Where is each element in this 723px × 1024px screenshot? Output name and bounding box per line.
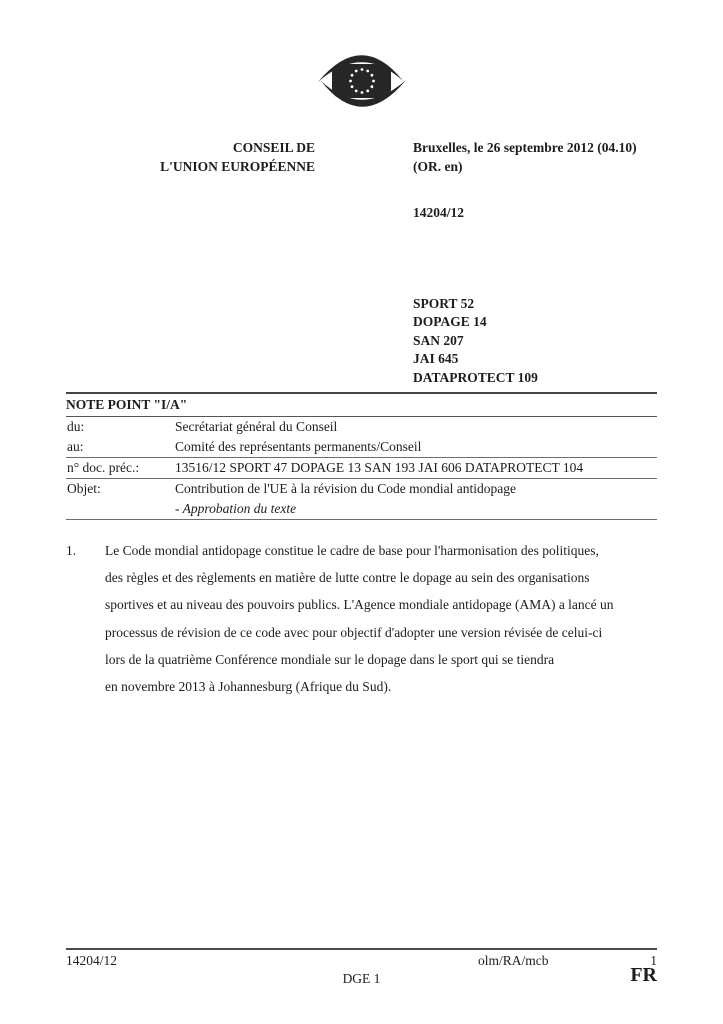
document-number: 14204/12 bbox=[413, 205, 465, 220]
row-value: Comité des représentants permanents/Conseil bbox=[175, 439, 422, 454]
paragraph-number: 1. bbox=[66, 543, 77, 558]
language-code: FR bbox=[630, 964, 657, 986]
subject-code: SPORT 52 bbox=[413, 296, 475, 311]
eu-council-logo-icon bbox=[316, 54, 408, 108]
row-value: Contribution de l'UE à la révision du Code mondial antidopage bbox=[175, 481, 516, 496]
subject-code: DATAPROTECT 109 bbox=[413, 369, 538, 385]
original-language: (OR. en) bbox=[413, 158, 463, 174]
institution-name bbox=[66, 139, 315, 176]
subject-codes bbox=[413, 295, 538, 387]
footer-page-number: 1 bbox=[650, 953, 657, 968]
row-label: Objet: bbox=[67, 481, 101, 496]
subject-code: DOPAGE 14 bbox=[413, 314, 487, 330]
row-value: 13516/12 SPORT 47 DOPAGE 13 SAN 193 JAI 606 DATAPROTECT 104 bbox=[175, 460, 584, 475]
row-value: Secrétariat général du Conseil bbox=[175, 419, 338, 434]
footer-rule bbox=[66, 948, 657, 950]
note-table bbox=[66, 392, 657, 520]
subject-code: SAN 207 bbox=[413, 332, 464, 348]
row-value-italic: - Approbation du texte bbox=[175, 501, 297, 516]
footer-doc-number: 14204/12 bbox=[66, 953, 118, 968]
institution-line1: CONSEIL DE bbox=[232, 140, 315, 155]
footer-department: DGE 1 bbox=[342, 971, 381, 986]
note-row-to bbox=[66, 437, 657, 458]
body-paragraph bbox=[66, 537, 657, 700]
subject-code: JAI 645 bbox=[413, 351, 459, 367]
note-row-prev-doc bbox=[66, 458, 657, 479]
row-label: n° doc. préc.: bbox=[67, 460, 140, 475]
paragraph-text: Le Code mondial antidopage constitue le cadre de base pour l'harmonisation des politiques, des règles et des règlements en matière de lutte contre le dopage au sein des organisations sportives et au niveau des pouvoirs publics. L'Agence mondiale antidopage (AMA) a lancé un processus de révision de ce code avec pour objectif d'adopter une version révisée de celui-ci lors de la quatrième Conférence mondiale sur le dopage dans le sport qui se tiendra en novembre 2013 à Johannesburg (Afrique du Sud). bbox=[105, 543, 614, 695]
place-date: Bruxelles, le 26 septembre 2012 (04.10) bbox=[413, 140, 637, 155]
note-row-subject bbox=[66, 479, 657, 520]
institution-line2: L'UNION EUROPÉENNE bbox=[160, 158, 315, 174]
footer-initials: olm/RA/mcb bbox=[478, 953, 549, 968]
row-label: au: bbox=[67, 439, 84, 454]
note-row-from bbox=[66, 417, 657, 437]
row-label: du: bbox=[67, 419, 85, 434]
header-date-block bbox=[413, 139, 637, 176]
note-heading: NOTE POINT "I/A" bbox=[66, 392, 657, 417]
